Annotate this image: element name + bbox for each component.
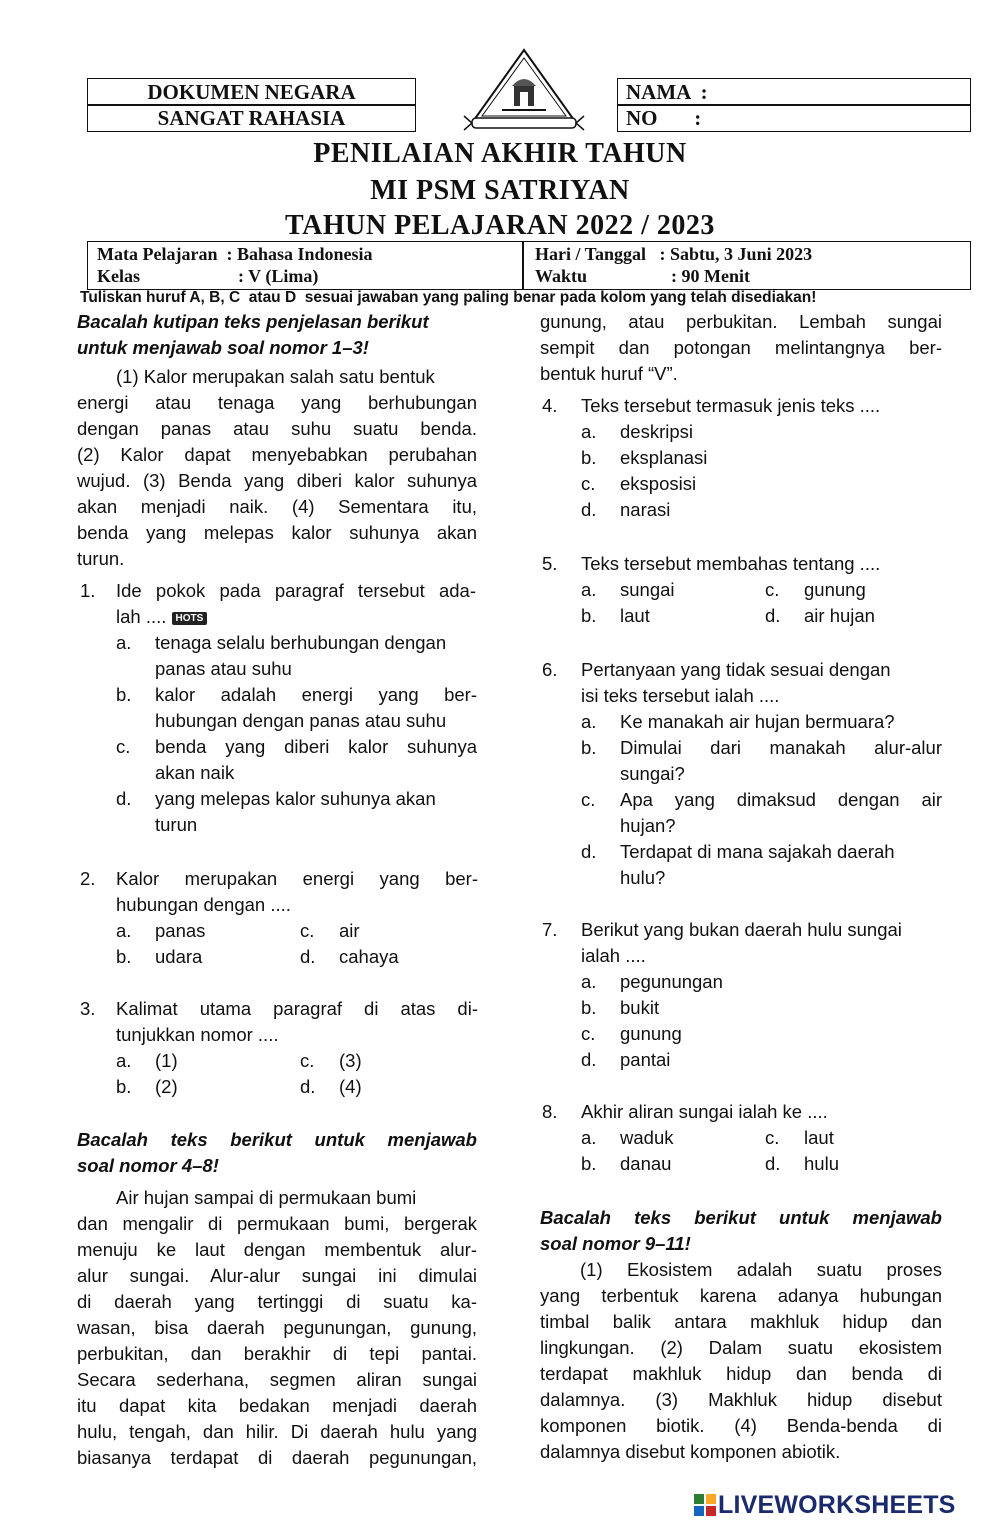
sangat-rahasia: SANGAT RAHASIA [157,106,346,130]
q5-option-a: sungai [620,579,675,600]
q4-option-label: c. [581,473,596,494]
passage-2-cont-line: bentuk huruf “V”. [540,363,678,384]
q5-text: Teks tersebut membahas tentang .... [581,553,881,574]
passage-3-line: dalamnya disebut komponen abiotik. [540,1441,841,1462]
waktu-label: Waktu [535,266,588,286]
dokumen-negara: DOKUMEN NEGARA [147,80,356,104]
q3-option-label: b. [116,1076,132,1097]
q8-option-label: a. [581,1127,597,1148]
q6-option-d-2: hulu? [620,867,666,888]
q8-option-d: hulu [804,1153,839,1174]
q1-option-c-2: akan naik [155,762,235,783]
q1-option-c: benda yang diberi kalor suhunya [155,736,477,757]
passage-1-line: energi atau tenaga yang berhubungan [77,392,477,413]
q8-option-b: danau [620,1153,672,1174]
q7-option-a: pegunungan [620,971,723,992]
passage-2-line: itu dapat kita bedakan menjadi daerah [77,1395,477,1416]
q2-option-d: cahaya [339,946,399,967]
q2-option-label: d. [300,946,316,967]
q7-text: Berikut yang bukan daerah hulu sungai [581,919,902,940]
q1-option-b: kalor adalah energi yang ber- [155,684,477,705]
q5-option-c: gunung [804,579,866,600]
liveworksheets-logo [694,1491,994,1519]
nama-field: NAMA : [626,80,708,104]
q4-text: Teks tersebut termasuk jenis teks .... [581,395,881,416]
q2-option-a: panas [155,920,206,941]
q6-option-label: c. [581,789,596,810]
passage-2-cont-line: sempit dan potongan melintangnya ber- [540,337,942,358]
q8-option-c: laut [804,1127,834,1148]
q4-option-label: a. [581,421,597,442]
intro-1-line1: Bacalah kutipan teks penjelasan berikut [77,311,429,332]
header-left-top [87,78,416,106]
passage-2-line: hulu, tengah, dan hilir. Di daerah hulu yang [77,1421,477,1442]
passage-3-line: komponen biotik. (4) Benda-benda di [540,1415,942,1436]
q8-option-a: waduk [620,1127,674,1148]
q5-option-label: d. [765,605,781,626]
q1-option-d: yang melepas kalor suhunya akan [155,788,436,809]
q3-option-b: (2) [155,1076,178,1097]
q8-text: Akhir aliran sungai ialah ke .... [581,1101,828,1122]
q2-text: Kalor merupakan energi yang ber- [116,868,478,889]
kelas-value: : V (Lima) [238,266,319,286]
passage-3-line: (1) Ekosistem adalah suatu proses [580,1259,942,1280]
q1-option-a: tenaga selalu berhubungan dengan [155,632,447,653]
q1-option-d-2: turun [155,814,198,835]
q3-option-d: (4) [339,1076,362,1097]
q6-option-c-2: hujan? [620,815,676,836]
q5-option-b: laut [620,605,650,626]
q2-option-b: udara [155,946,203,967]
q6-text-2: isi teks tersebut ialah .... [581,685,780,706]
q5-option-label: b. [581,605,597,626]
q7-option-label: a. [581,971,597,992]
passage-2-line: dan mengalir di permukaan bumi, bergerak [77,1213,477,1234]
q3-option-label: d. [300,1076,316,1097]
passage-3-line: dalamnya. (3) Makhluk hidup disebut [540,1389,942,1410]
q5-number: 5. [542,553,558,574]
q7-option-label: c. [581,1023,596,1044]
q7-option-b: bukit [620,997,660,1018]
info-table [87,241,971,290]
passage-2-line: di daerah yang tertinggi di suatu ka- [77,1291,477,1312]
no-field: NO : [626,106,702,130]
q1-text-2: lah .... HOTS [116,604,207,630]
q1-option-label: a. [116,632,132,653]
q4-number: 4. [542,395,558,416]
intro-1-line2: untuk menjawab soal nomor 1–3! [77,337,369,358]
q8-number: 8. [542,1101,558,1122]
q4-option-a: deskripsi [620,421,693,442]
q4-option-c: eksposisi [620,473,697,494]
header-right-top [617,78,971,106]
passage-3-line: terdapat makhluk hidup dan benda di [540,1363,942,1384]
q7-option-d: pantai [620,1049,671,1070]
q7-number: 7. [542,919,558,940]
title-school: MI PSM SATRIYAN [370,175,630,206]
passage-2-line: alur sungai. Alur-alur sungai ini dimulai [77,1265,477,1286]
hari-tanggal: Hari / Tanggal : Sabtu, 3 Juni 2023 [535,244,813,264]
passage-2-line: Air hujan sampai di permukaan bumi [116,1187,417,1208]
passage-2-line: Secara sederhana, segmen aliran sungai [77,1369,477,1390]
q2-option-label: a. [116,920,132,941]
q6-option-label: b. [581,737,597,758]
passage-2-line: perbukitan, dan berakhir di tepi pantai. [77,1343,477,1364]
hots-badge: HOTS [172,612,208,625]
q6-option-b: Dimulai dari manakah alur-alur [620,737,942,758]
q6-option-b-2: sungai? [620,763,685,784]
q2-number: 2. [80,868,96,889]
intro-3-line2: soal nomor 9–11! [540,1233,691,1254]
kelas-label: Kelas [97,266,140,286]
school-logo [462,46,586,136]
q8-option-label: c. [765,1127,780,1148]
q6-option-c: Apa yang dimaksud dengan air [620,789,942,810]
q6-option-label: d. [581,841,597,862]
passage-3-line: yang terbentuk karena adanya hubungan [540,1285,942,1306]
passage-2-line: menuju ke laut dengan membentuk alur- [77,1239,477,1260]
q1-option-b-2: hubungan dengan panas atau suhu [155,710,447,731]
q8-option-label: d. [765,1153,781,1174]
header-right-bottom [617,104,971,132]
q4-option-label: b. [581,447,597,468]
passage-1-line: benda yang melepas kalor suhunya akan [77,522,477,543]
instruction: Tuliskan huruf A, B, C atau D sesuai jawaban yang paling benar pada kolom yang telah disediakan! [80,289,817,306]
intro-3-line1: Bacalah teks berikut untuk menjawab [540,1207,942,1228]
q3-option-label: a. [116,1050,132,1071]
q2-text-2: hubungan dengan .... [116,894,291,915]
passage-1-line: (1) Kalor merupakan salah satu bentuk [116,366,435,387]
passage-1-line: wujud. (3) Benda yang diberi kalor suhunya [77,470,477,491]
mapel: Mata Pelajaran : Bahasa Indonesia [97,244,373,264]
q7-option-label: d. [581,1049,597,1070]
q1-text: Ide pokok pada paragraf tersebut ada- [116,580,476,601]
title-year: TAHUN PELAJARAN 2022 / 2023 [285,210,715,241]
q2-option-label: b. [116,946,132,967]
header-left-bottom [87,104,416,132]
passage-3-line: lingkungan. (2) Dalam suatu ekosistem [540,1337,942,1358]
q6-option-d: Terdapat di mana sajakah daerah [620,841,895,862]
q5-option-label: c. [765,579,780,600]
q6-text: Pertanyaan yang tidak sesuai dengan [581,659,891,680]
passage-2-cont-line: gunung, atau perbukitan. Lembah sungai [540,311,942,332]
passage-3-line: timbal balik antara makhluk hidup dan [540,1311,942,1332]
q2-option-label: c. [300,920,315,941]
q1-option-label: d. [116,788,132,809]
q6-option-label: a. [581,711,597,732]
passage-1-line: turun. [77,548,125,569]
q2-option-c: air [339,920,360,941]
q1-number: 1. [80,580,96,601]
q3-number: 3. [80,998,96,1019]
q3-text-2: tunjukkan nomor .... [116,1024,279,1045]
liveworksheets-icon [694,1494,716,1516]
passage-1-line: (2) Kalor dapat menyebabkan perubahan [77,444,477,465]
q4-option-label: d. [581,499,597,520]
q5-option-d: air hujan [804,605,875,626]
q5-option-label: a. [581,579,597,600]
q7-text-2: ialah .... [581,945,646,966]
title-penilaian: PENILAIAN AKHIR TAHUN [313,138,687,169]
liveworksheets-text: LIVEWORKSHEETS [718,1491,956,1519]
q4-option-d: narasi [620,499,671,520]
q7-option-label: b. [581,997,597,1018]
intro-2-line2: soal nomor 4–8! [77,1155,219,1176]
passage-2-line: biasanya terdapat di daerah pegunungan, [77,1447,477,1468]
q7-option-c: gunung [620,1023,682,1044]
q6-option-a: Ke manakah air hujan bermuara? [620,711,895,732]
waktu-value: : 90 Menit [671,266,750,286]
q3-option-label: c. [300,1050,315,1071]
q3-option-c: (3) [339,1050,362,1071]
passage-1-line: dengan panas atau suhu suatu benda. [77,418,477,439]
passage-1-line: akan menjadi naik. (4) Sementara itu, [77,496,477,517]
q1-option-a-2: panas atau suhu [155,658,292,679]
q6-number: 6. [542,659,558,680]
q3-option-a: (1) [155,1050,178,1071]
passage-2-line: wasan, bisa daerah pegunungan, gunung, [77,1317,477,1338]
q3-text: Kalimat utama paragraf di atas di- [116,998,478,1019]
q8-option-label: b. [581,1153,597,1174]
q1-option-label: b. [116,684,132,705]
intro-2-line1: Bacalah teks berikut untuk menjawab [77,1129,477,1150]
q4-option-b: eksplanasi [620,447,708,468]
q1-option-label: c. [116,736,131,757]
